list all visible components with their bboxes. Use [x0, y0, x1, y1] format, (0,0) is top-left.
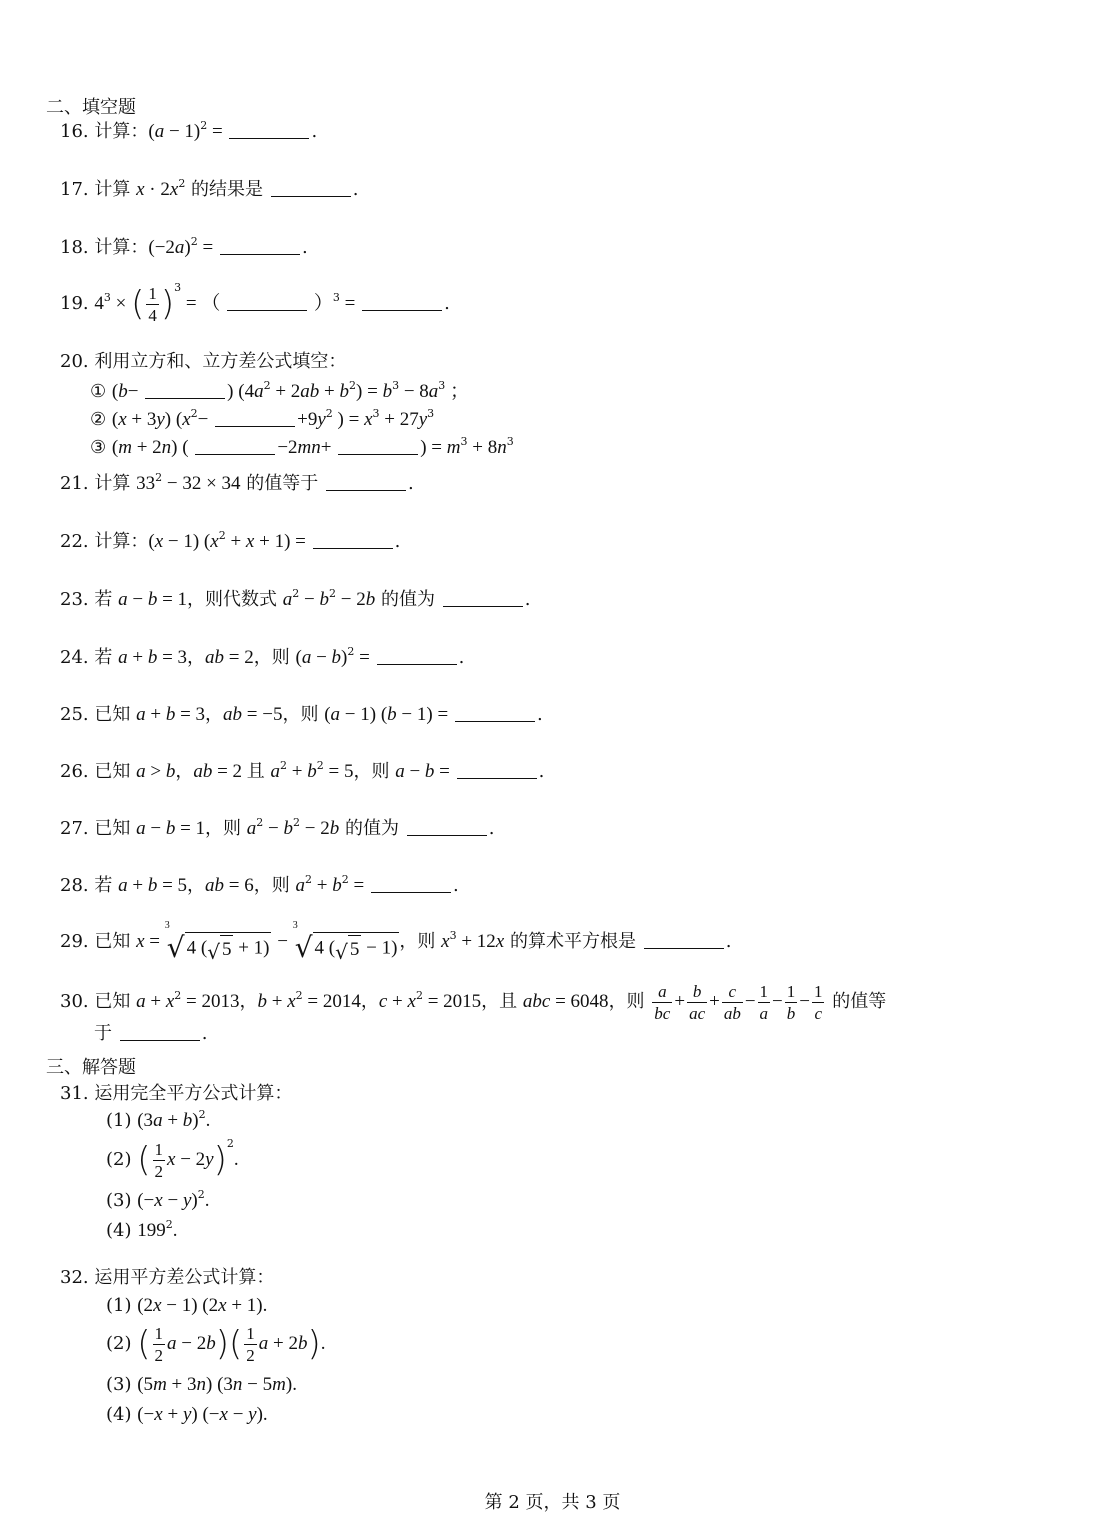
answer-blank[interactable] [644, 934, 724, 949]
answer-blank[interactable] [362, 296, 442, 311]
question-18: 18. 计算：$(-2a)^2$ = . [60, 235, 308, 258]
answer-blank[interactable] [371, 878, 451, 893]
question-32-part-3: (3) (5m + 3n) (3n − 5m). [106, 1374, 297, 1395]
question-20: 20. 利用立方和、立方差公式填空： [60, 351, 347, 372]
answer-blank[interactable] [145, 384, 225, 399]
answer-blank[interactable] [377, 650, 457, 665]
question-23: 23. 若 a − b = 1，则代数式 $a^2 - b^2 - 2b$ 的值为 . [60, 587, 531, 610]
question-29: 29. 已知 x = 3 √ 4 ( √ 5 + 1) − 3 √ 4 ( √ 5 − 1) ，则 $x^3 + 12x$ 的算术平方根是 . [60, 920, 732, 964]
question-24: 24. 若 a + b = 3，ab = 2，则 $(a - b)^2$ = . [60, 645, 465, 668]
answer-blank[interactable] [215, 412, 295, 427]
question-27: 27. 已知 a − b = 1，则 $a^2 - b^2 - 2b$ 的值为 . [60, 816, 495, 839]
answer-blank[interactable] [338, 440, 418, 455]
answer-blank[interactable] [195, 440, 275, 455]
question-28: 28. 若 a + b = 5，ab = 6，则 $a^2 + b^2$ = . [60, 873, 459, 896]
question-32-part-4: (4) (−x + y) (−x − y). [106, 1404, 268, 1425]
cube-root: 3 √ 4 ( √ 5 − 1) [292, 920, 398, 964]
question-20-part-2: ② (x + 3y) ($x^2- +9y^2$ ) = $x^3 + 27y^3$ [90, 407, 435, 430]
cube-root: 3 √ 4 ( √ 5 + 1) [164, 920, 270, 964]
question-20-part-1: ① (b− ) $(4a^2 + 2ab + b^2) = b^3 - 8a^3$ ； [90, 379, 470, 402]
question-32-part-1: (1) (2x − 1) (2x + 1). [106, 1295, 268, 1316]
section-fill-in-blank: 二、填空题 [46, 97, 136, 118]
question-31-part-1: (1) $(3a + b)^2$. [106, 1108, 211, 1131]
question-30: 30. 已知 $a + x^2 = 2013$，$b + x^2 = 2014$，$c + x^2 = 2015$，且 abc = 6048，则 $\frac{a}{bc}$ + $\frac{b}{ac}$ + $\frac{c}{ab}$ − $\frac{1}{a}$ − $\frac{1}{b}$ − $\frac{1}{c}$ 的值等 [60, 981, 887, 1023]
answer-blank[interactable] [313, 534, 393, 549]
question-20-part-3: ③ (m + 2n) ( −2mn+ ) = $m^3 + 8n^3$ [90, 435, 514, 458]
question-31-part-2: (2) ( $\frac{1}{2}$ x − 2y)$^2$. [106, 1137, 239, 1181]
question-19: 19. $4^3$ × ( $\frac{1}{4}$ )$^3$ = （ ）$^3$ = . [60, 281, 450, 325]
section-answer: 三、解答题 [46, 1057, 136, 1078]
question-25: 25. 已知 a + b = 3，ab = −5，则 (a − 1) (b − 1) = . [60, 704, 543, 725]
question-31: 31. 运用完全平方公式计算： [60, 1083, 293, 1104]
question-31-part-4: (4) $199^2$. [106, 1218, 178, 1241]
question-32: 32. 运用平方差公式计算： [60, 1267, 275, 1288]
question-16: 16. 计算：$(a - 1)^2$ = . [60, 119, 318, 142]
answer-blank[interactable] [229, 124, 309, 139]
question-30-continued: 于 . [94, 1023, 208, 1044]
answer-blank[interactable] [326, 476, 406, 491]
answer-blank[interactable] [455, 707, 535, 722]
question-26: 26. 已知 a > b，ab = 2 且 $a^2 + b^2 = 5$，则 a − b = . [60, 759, 545, 782]
question-17: 17. 计算 $x \cdot 2x^2$ 的结果是 . [60, 177, 359, 200]
question-31-part-3: (3) $(-x - y)^2$. [106, 1188, 210, 1211]
question-21: 21. 计算 $33^2 - 32 \times 34$ 的值等于 . [60, 471, 414, 494]
page-footer: 第 2 页，共 3 页 [484, 1492, 621, 1513]
answer-blank[interactable] [120, 1026, 200, 1041]
answer-blank[interactable] [271, 182, 351, 197]
question-32-part-2: (2) ( $\frac{1}{2}$ a − 2b)( $\frac{1}{2}$ a + 2b). [106, 1323, 326, 1365]
answer-blank[interactable] [457, 764, 537, 779]
answer-blank[interactable] [227, 296, 307, 311]
question-22: 22. 计算：(x − 1) $(x^2 + x + 1)$ = . [60, 529, 401, 552]
answer-blank[interactable] [443, 592, 523, 607]
answer-blank[interactable] [407, 821, 487, 836]
answer-blank[interactable] [220, 240, 300, 255]
